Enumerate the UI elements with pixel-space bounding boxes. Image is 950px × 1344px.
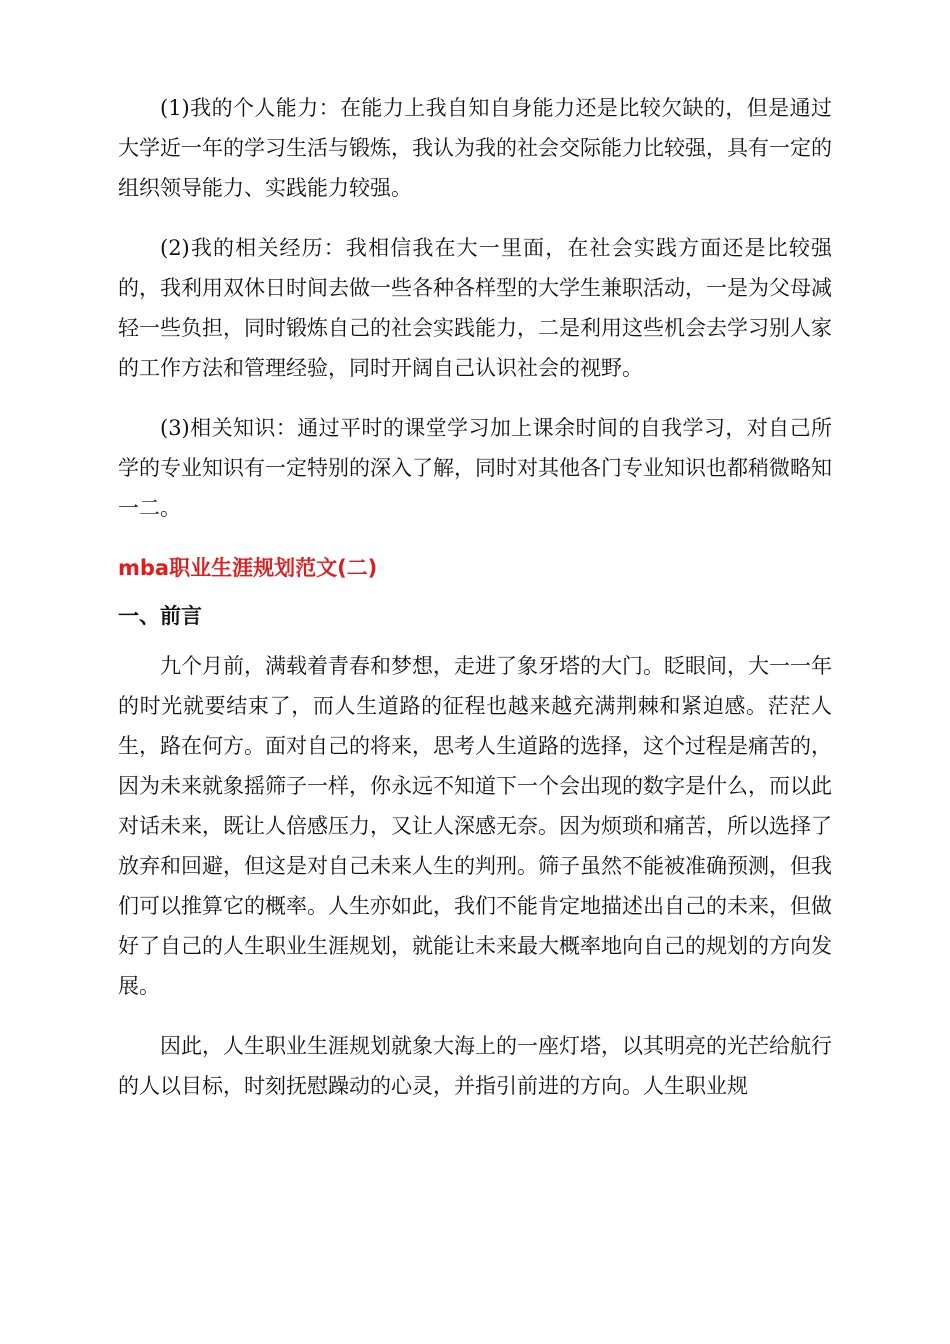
subheading-preface: 一、前言 [118,604,202,628]
paragraph-related-knowledge: (3)相关知识：通过平时的课堂学习加上课余时间的自我学习，对自己所学的专业知识有一定特别的深入了解，同时对其他各门专业知识也都稍微略知一二。 [118,416,832,520]
section-title: mba职业生涯规划范文(二) [118,556,378,580]
paragraph-lighthouse: 因此，人生职业生涯规划就象大海上的一座灯塔，以其明亮的光芒给航行的人以目标，时刻抚慰躁动的心灵，并指引前进的方向。人生职业规 [118,1034,832,1098]
paragraph-personal-ability: (1)我的个人能力：在能力上我自知自身能力还是比较欠缺的，但是通过大学近一年的学习生活与锻炼，我认为我的社会交际能力比较强，具有一定的组织领导能力、实践能力较强。 [118,96,832,200]
paragraph-preface-intro: 九个月前，满载着青春和梦想，走进了象牙塔的大门。眨眼间，大一一年的时光就要结束了，而人生道路的征程也越来越充满荆棘和紧迫感。茫茫人生，路在何方。面对自己的将来，思考人生道路的选择，这个过程是痛苦的，因为未来就象摇筛子一样，你永远不知道下一个会出现的数字是什么，而以此对话未来，既让人倍感压力，又让人深感无奈。因为烦琐和痛苦，所以选择了放弃和回避，但这是对自己未来人生的判刑。筛子虽然不能被准确预测，但我们可以推算它的概率。人生亦如此，我们不能肯定地描述出自己的未来，但做好了自己的人生职业生涯规划，就能让未来最大概率地向自己的规划的方向发展。 [118,654,832,998]
paragraph-related-experience: (2)我的相关经历：我相信我在大一里面，在社会实践方面还是比较强的，我利用双休日时间去做一些各种各样型的大学生兼职活动，一是为父母减轻一些负担，同时锻炼自己的社会实践能力，二是利用这些机会去学习别人家的工作方法和管理经验，同时开阔自己认识社会的视野。 [118,236,832,380]
